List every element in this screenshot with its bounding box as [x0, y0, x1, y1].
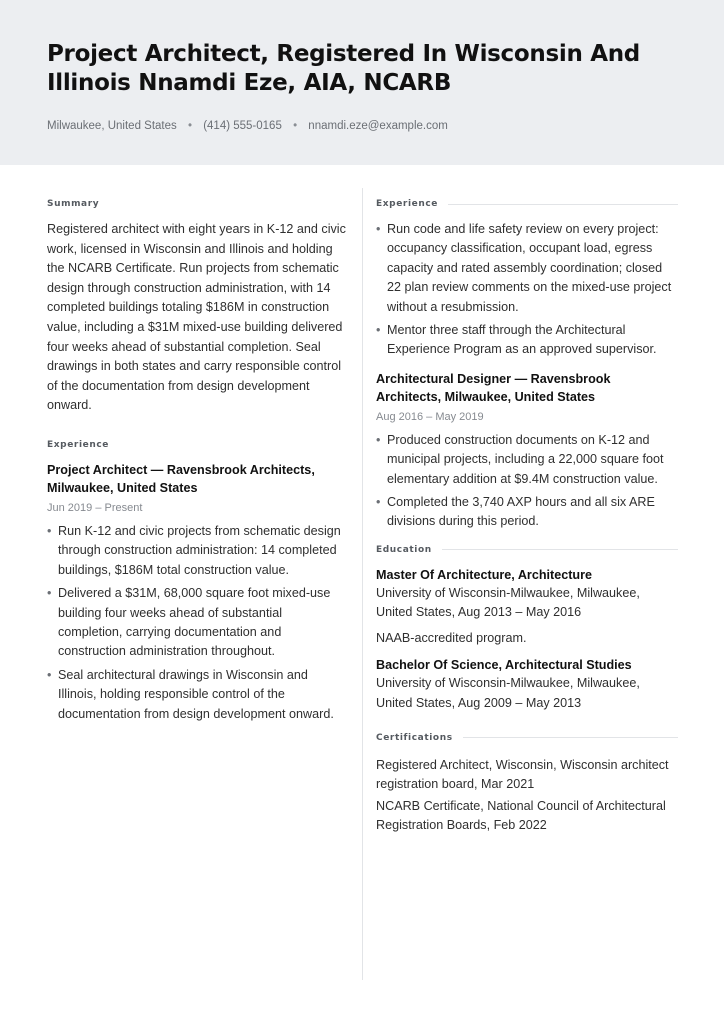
experience-heading: [47, 437, 347, 453]
experience-continued-heading: [376, 196, 678, 212]
job-bullet: • Run K-12 and civic projects from schematic design through construction administration: 14 completed buildings, $186M total construction value.: [47, 522, 347, 580]
certifications-heading-label: Certifications: [376, 732, 453, 743]
education-heading-label: Education: [376, 544, 432, 555]
contact-line: [47, 120, 448, 132]
degree-details: University of Wisconsin-Milwaukee, Milwaukee, United States, Aug 2013 – May 2016: [376, 585, 640, 620]
job-bullet: • Seal architectural drawings in Wisconsin and Illinois, holding responsible control of the documentation from design development onward.: [47, 666, 347, 724]
job-bullet: • Completed the 3,740 AXP hours and all six ARE divisions during this period.: [376, 493, 678, 532]
job-bullets-continued: [376, 220, 678, 360]
job-entry: [47, 461, 347, 724]
candidate-name-title: Project Architect, Registered In Wisconsin And Illinois Nnamdi Eze, AIA, NCARB: [47, 41, 640, 96]
job-entry: [376, 370, 678, 532]
job-dates: Jun 2019 – Present: [47, 501, 143, 514]
job-bullet: • Produced construction documents on K-12 and municipal projects, including a 22,000 square foot elementary addition at $9.4M construction value.: [376, 431, 678, 489]
job-title: Architectural Designer — Ravensbrook Architects, Milwaukee, United States: [376, 371, 611, 404]
summary-heading: [47, 196, 347, 212]
job-bullet: • Run code and life safety review on every project: occupancy classification, occupant load, egress capacity and rated assembly coordination; closed 22 plan review comments on the mixed-use project without a resubmission.: [376, 220, 678, 317]
email-text: nnamdi.eze@example.com: [308, 120, 448, 132]
contact-separator: •: [293, 120, 298, 132]
job-bullet: • Mentor three staff through the Architectural Experience Program as an approved supervisor.: [376, 321, 678, 360]
summary-text: Registered architect with eight years in K-12 and civic work, licensed in Wisconsin and Illinois and holding the NCARB Certificate. Run projects from schematic design through construction administration, with 14 completed buildings totaling $186M in construction value, including a $31M mixed-use building delivered four weeks ahead of substantial completion. Seal drawings in both states and carry responsible control of the documentation from design development onward.: [47, 222, 346, 413]
degree-details: University of Wisconsin-Milwaukee, Milwaukee, United States, Aug 2009 – May 2013: [376, 676, 640, 710]
column-divider: [362, 188, 363, 980]
contact-separator: •: [187, 120, 192, 132]
education-heading: [376, 542, 678, 558]
job-dates: Aug 2016 – May 2019: [376, 410, 484, 423]
degree-title: Bachelor Of Science, Architectural Studies: [376, 658, 632, 673]
certification-item: Registered Architect, Wisconsin, Wisconsin architect registration board, Mar 2021: [376, 757, 669, 792]
degree-note: NAAB-accredited program.: [376, 630, 527, 645]
experience-heading-label: Experience: [47, 439, 109, 450]
job-bullet: • Delivered a $31M, 68,000 square foot mixed-use building four weeks ahead of substantial completion, carrying documentation and construction administration throughout.: [47, 584, 347, 662]
certification-item: NCARB Certificate, National Council of Architectural Registration Boards, Feb 2022: [376, 798, 666, 833]
left-column: [47, 196, 347, 728]
degree-title: Master Of Architecture, Architecture: [376, 567, 593, 582]
location-text: Milwaukee, United States: [47, 120, 177, 132]
experience-heading-label: Experience: [376, 199, 438, 209]
education-entry: [376, 566, 678, 648]
job-bullets: [47, 522, 347, 724]
certifications-heading: [376, 730, 678, 746]
phone-text: (414) 555-0165: [203, 120, 282, 132]
job-bullets: [376, 431, 678, 532]
job-title: Project Architect — Ravensbrook Architects, Milwaukee, United States: [47, 462, 315, 495]
summary-heading-label: Summary: [47, 199, 100, 209]
certifications-list: [376, 756, 678, 836]
resume-header: [0, 0, 724, 165]
education-entry: [376, 656, 678, 713]
right-column: [376, 196, 678, 836]
